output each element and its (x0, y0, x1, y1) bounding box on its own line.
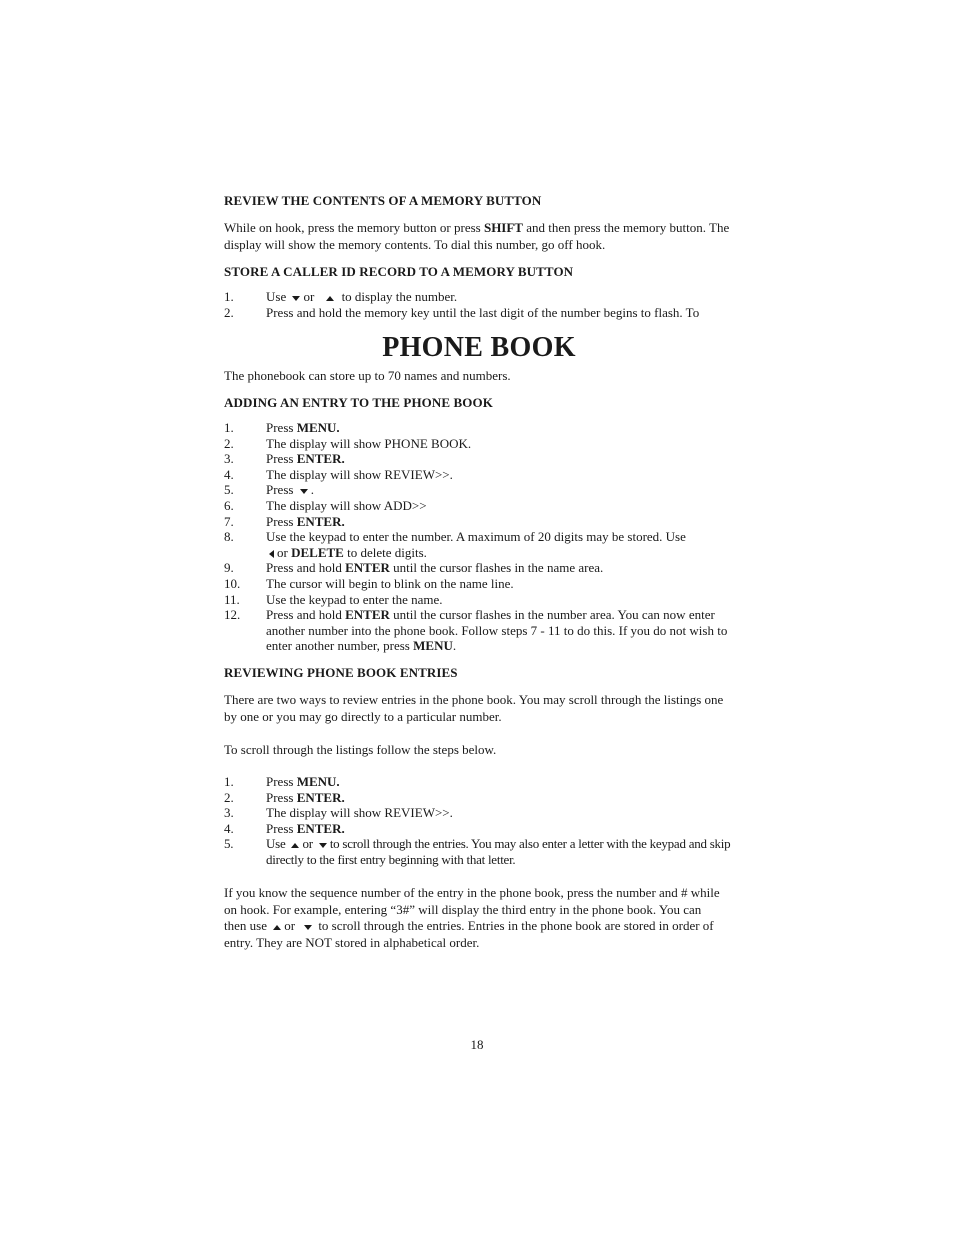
shift-key-label: SHIFT (483, 220, 523, 235)
list-item (224, 790, 734, 806)
list-item (224, 592, 734, 608)
enter-key-label: ENTER (345, 560, 390, 576)
step-text: or (303, 289, 315, 304)
reviewing-entries-heading: REVIEWING PHONE BOOK ENTRIES (224, 665, 458, 680)
paragraph-text: If you know the sequence number of the entry in the phone book, press the number and # while on hook. For example, entering “3#” will display the third entry in the phone book. You can then use (224, 885, 720, 933)
list-item (224, 305, 734, 321)
step-text: Press (266, 789, 297, 805)
step-text: The display will show REVIEW>>. (266, 466, 453, 482)
reviewing-paragraph-1: There are two ways to review entries in the phone book. You may scroll through the listings one by one or you may go directly to a particular number. (224, 692, 724, 724)
list-item (224, 774, 734, 790)
list-item (224, 498, 734, 514)
down-arrow-icon (304, 925, 312, 930)
enter-key-label: ENTER. (296, 451, 345, 467)
step-text: until the cursor flashes in the name area. (389, 560, 604, 576)
list-item (224, 560, 734, 576)
down-arrow-icon (300, 489, 308, 494)
list-item (224, 451, 734, 467)
step-text: Press (266, 451, 297, 467)
step-text: . (452, 638, 457, 654)
step-number: 2. (224, 789, 234, 805)
step-text: Press (266, 513, 297, 529)
step-text: The cursor will begin to blink on the name line. (266, 575, 514, 591)
review-memory-heading: REVIEW THE CONTENTS OF A MEMORY BUTTON (224, 193, 542, 208)
enter-key-label: ENTER. (296, 820, 345, 836)
list-item (224, 576, 734, 592)
step-text: The display will show REVIEW>>. (266, 805, 453, 821)
page-number: 18 (470, 1037, 484, 1052)
step-text: Use the keypad to enter the number. A maximum of 20 digits may be stored. Use (266, 529, 686, 545)
enter-key-label: ENTER. (296, 789, 345, 805)
step-number: 4. (224, 466, 234, 482)
step-number: 3. (224, 805, 234, 821)
list-item (224, 467, 734, 483)
step-number: 7. (224, 513, 234, 529)
step-text: to display the number. (341, 289, 458, 304)
menu-key-label: MENU. (296, 774, 340, 789)
step-number: 1. (224, 420, 234, 435)
step-text: Press (266, 420, 297, 435)
list-item (224, 821, 734, 837)
step-text: Press (266, 774, 297, 789)
list-item (224, 289, 734, 305)
step-text: Press and hold the memory key until the last digit of the number begins to flash. To (266, 304, 700, 320)
adding-entry-heading: ADDING AN ENTRY TO THE PHONE BOOK (224, 395, 493, 410)
step-number: 2. (224, 304, 234, 320)
store-callerid-heading: STORE A CALLER ID RECORD TO A MEMORY BUTTON (224, 264, 574, 279)
step-number: 6. (224, 497, 234, 513)
list-item (224, 482, 734, 498)
up-arrow-icon (273, 925, 281, 930)
step-number: 8. (224, 529, 234, 545)
list-item (224, 607, 734, 654)
review-memory-text-a: While on hook, press the memory button or press (224, 220, 484, 235)
review-memory-paragraph (224, 220, 734, 253)
paragraph-text: or (284, 918, 296, 933)
page-title: PHONE BOOK (382, 332, 576, 363)
step-text: or (302, 836, 313, 852)
paragraph-text: to scroll through the entries. Entries in the phone book are stored in order of entry. They are NOT stored in alphabetical order. (224, 918, 714, 950)
up-arrow-icon (326, 296, 334, 301)
step-text: or (277, 544, 292, 560)
step-text: Press (266, 482, 294, 498)
list-item (224, 420, 734, 436)
adding-entry-steps (224, 420, 734, 654)
step-number: 5. (224, 482, 234, 498)
step-text: The display will show ADD>> (266, 497, 427, 513)
step-text: Use the keypad to enter the name. (266, 591, 443, 607)
review-memory-text-b: and then press the memory button. The display will show the memory contents. To dial this number, go off hook. (224, 220, 730, 252)
enter-key-label: ENTER. (296, 513, 345, 529)
list-item (224, 529, 734, 560)
up-arrow-icon (291, 843, 299, 848)
list-item (224, 436, 734, 452)
delete-key-label: DELETE (291, 544, 344, 560)
step-text: Use (266, 289, 287, 304)
step-text: . (310, 482, 314, 498)
menu-key-label: MENU. (296, 420, 340, 435)
step-number: 11. (224, 591, 240, 607)
step-text: to scroll through the entries. You may also enter a letter with the keypad and skip directly to the first entry beginning with that letter. (266, 836, 731, 867)
store-callerid-steps (224, 289, 734, 320)
step-text: The display will show PHONE BOOK. (266, 435, 472, 451)
step-number: 1. (224, 774, 234, 789)
phonebook-intro: The phonebook can store up to 70 names and numbers. (224, 368, 511, 383)
step-number: 4. (224, 820, 234, 836)
step-text: Use (266, 836, 286, 852)
step-number: 5. (224, 836, 234, 852)
list-item (224, 514, 734, 530)
step-text: to delete digits. (343, 544, 427, 560)
step-number: 1. (224, 289, 234, 304)
reviewing-paragraph-2: To scroll through the listings follow the steps below. (224, 742, 497, 757)
step-number: 12. (224, 607, 241, 623)
step-number: 2. (224, 435, 234, 451)
list-item (224, 805, 734, 821)
reviewing-steps (224, 774, 734, 868)
list-item (224, 836, 734, 867)
down-arrow-icon (292, 296, 300, 301)
step-text: until the cursor flashes in the number area. You can now enter another number into the phone book. Follow steps 7 - 11 to do this. If you do not wish to enter another number, press (266, 607, 728, 654)
step-number: 3. (224, 451, 234, 467)
step-number: 10. (224, 575, 241, 591)
step-text: Press (266, 820, 297, 836)
menu-key-label: MENU (413, 638, 453, 654)
step-text: Press and hold (266, 560, 346, 576)
step-text: Press and hold (266, 607, 346, 623)
step-number: 9. (224, 560, 234, 576)
reviewing-paragraph-3 (224, 885, 724, 951)
down-arrow-icon (319, 843, 327, 848)
left-arrow-icon (269, 550, 274, 558)
enter-key-label: ENTER (345, 607, 390, 623)
